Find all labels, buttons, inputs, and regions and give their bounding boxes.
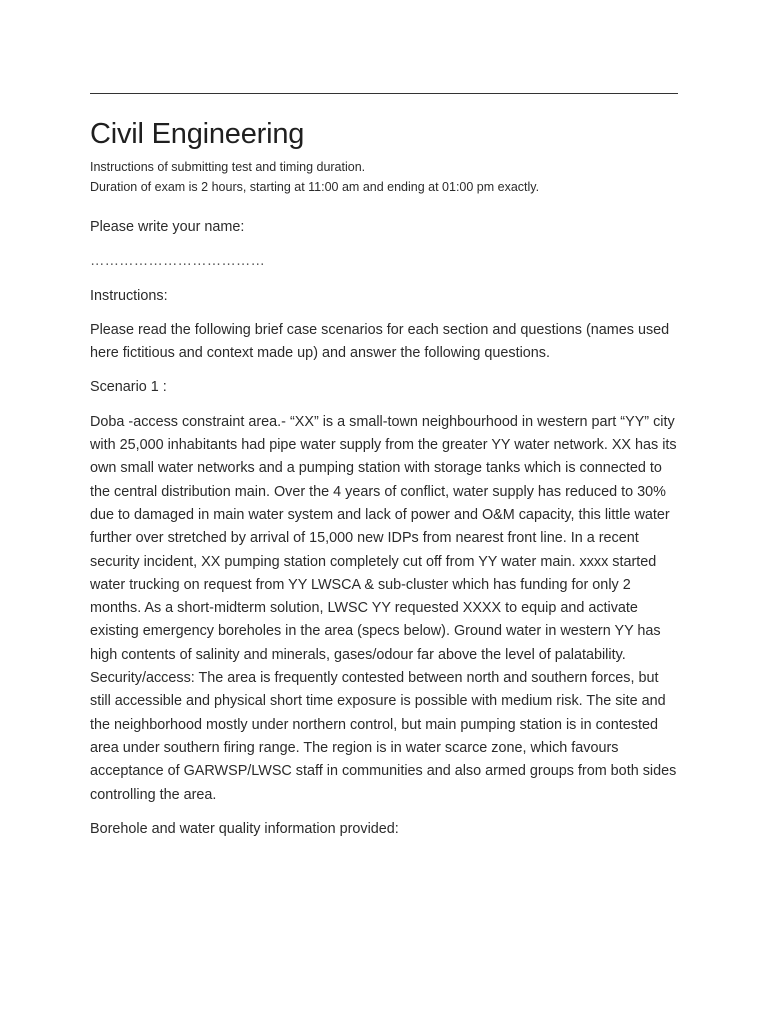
instructions-text: Please read the following brief case scenarios for each section and questions (names used here fictitious and context made up) and answer the following questions. bbox=[90, 321, 670, 362]
exam-meta bbox=[90, 157, 539, 197]
instructions-heading: Instructions: bbox=[90, 287, 168, 304]
top-divider bbox=[90, 93, 678, 94]
scenario-text: Doba -access constraint area.- “XX” is a small-town neighbourhood in western part “YY” city with 25,000 inhabitants had pipe water supply from the greater YY water network. XX has its own small water networks and a pumping station with storage tanks which is connected to the central distribution main. Over the 4 years of conflict, water supply has reduced to 30% due to damaged in main water system and lack of power and O&M capacity, this little water further over stretched by arrival of 15,000 new IDPs from nearest front line. In a recent security incident, XX pumping station completely cut off from YY water main. xxxx started water trucking on request from YY LWSCA & sub-cluster which has funding for only 2 months. As a short-midterm solution, LWSC YY requested XXXX to equip and activate existing emergency boreholes in the area (specs below). Ground water in western YY has high contents of salinity and minerals, gases/odour far above the level of palatability. Security/access: The area is frequently contested between north and southern forces, but still accessible and physical short time exposure is possible with medium risk. The site and the neighborhood mostly under northern control, but main pumping station is in contested area under southern firing range. The region is in water scarce zone, which favours acceptance of GARWSP/LWSC staff in communities and also armed groups from both sides controlling the area. bbox=[90, 413, 677, 803]
name-prompt: Please write your name: bbox=[90, 219, 245, 235]
subtitle-line-2: Duration of exam is 2 hours, starting at 11:00 am and ending at 01:00 pm exactly. bbox=[90, 180, 540, 194]
document-body bbox=[90, 216, 680, 852]
scenario-heading: Scenario 1 : bbox=[90, 379, 167, 396]
document-title: Civil Engineering bbox=[90, 118, 305, 150]
name-blank: ……………………………… bbox=[90, 253, 266, 270]
subtitle-line-1: Instructions of submitting test and timing duration. bbox=[90, 160, 366, 174]
borehole-heading: Borehole and water quality information provided: bbox=[90, 820, 399, 837]
